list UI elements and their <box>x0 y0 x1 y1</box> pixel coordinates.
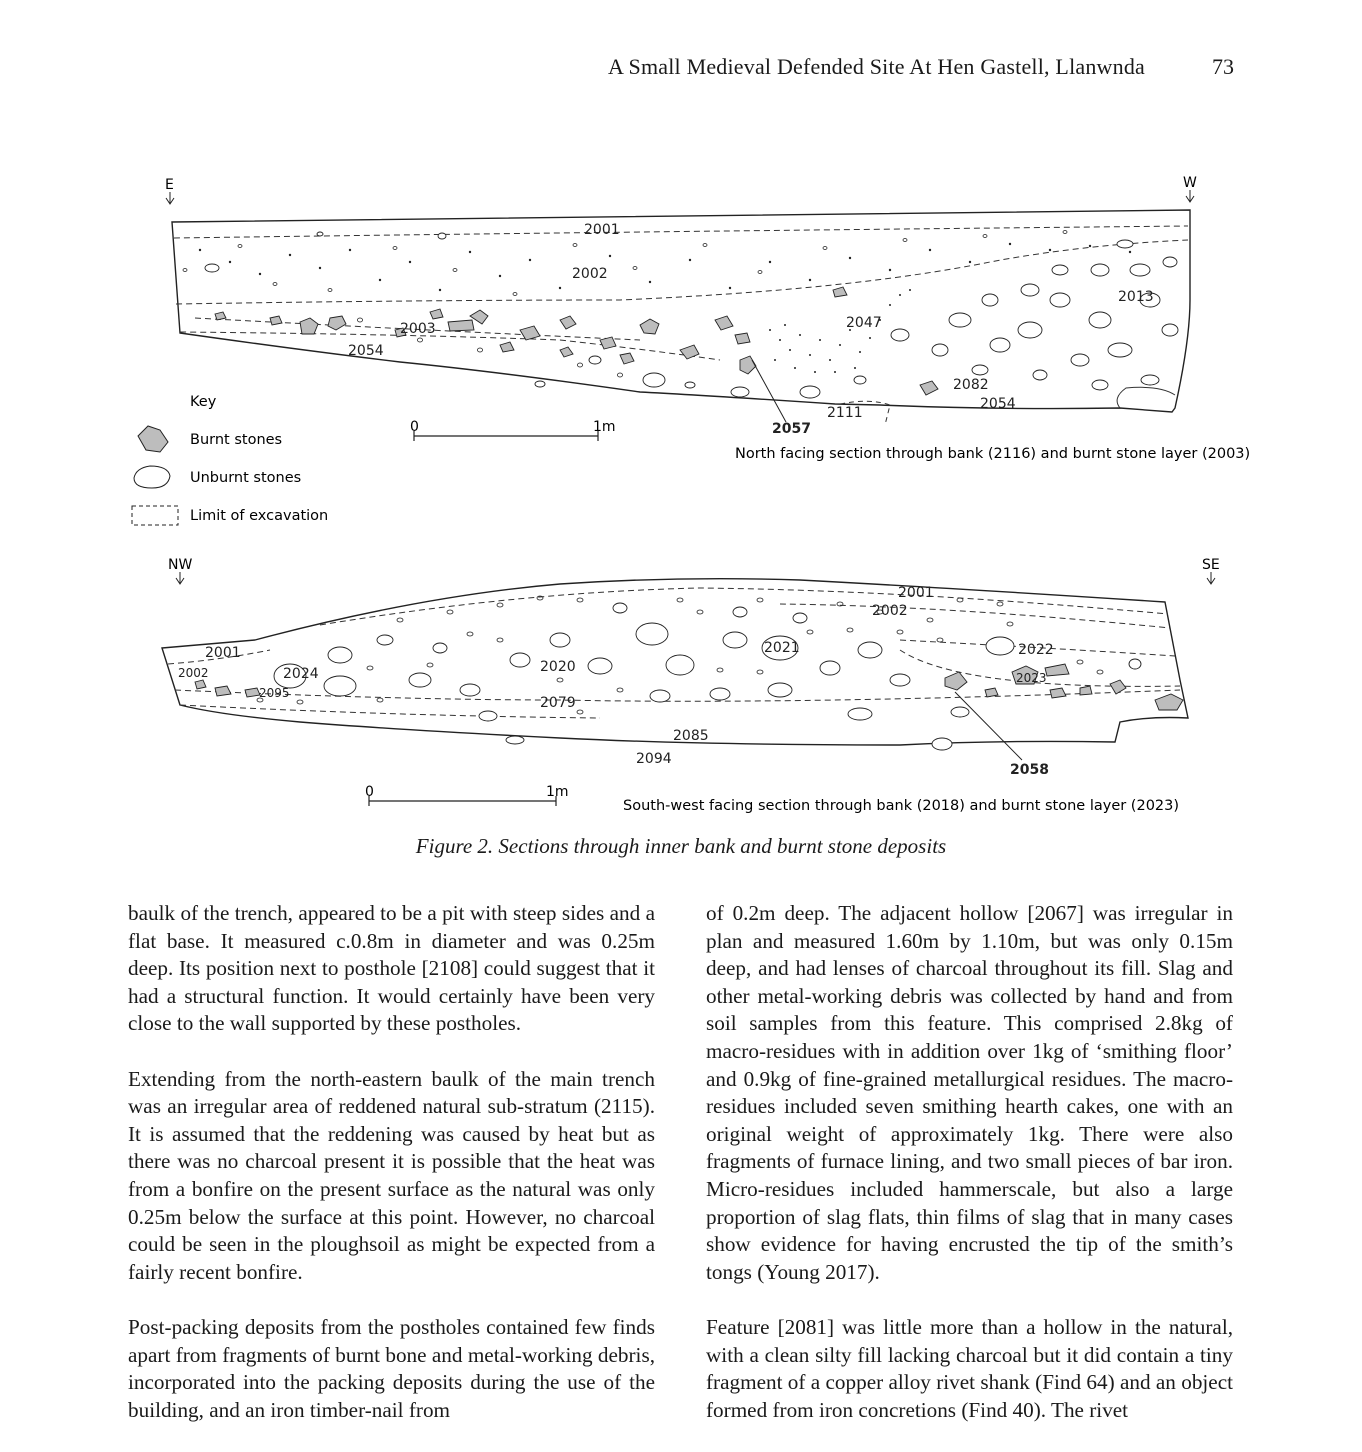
label-2079: 2079 <box>540 695 576 711</box>
section-2-caption: South-west facing section through bank (2018) and burnt stone layer (2023) <box>623 798 1180 814</box>
paragraph: Feature [2081] was little more than a hollow in the natural, with a clean silty fill lacking charcoal but it did contain a tiny fragment of a copper alloy rivet shank (Find 64) and an object formed from iron concretions (Find 40). The rivet <box>706 1314 1233 1422</box>
section-2-left-direction: NW <box>168 557 193 573</box>
label-2082: 2082 <box>953 377 989 393</box>
label-2002: 2002 <box>572 266 608 282</box>
paragraph: of 0.2m deep. The adjacent hollow [2067] was irregular in plan and measured 1.60m by 1.10m, but was only 0.15m deep, and had lenses of charcoal throughout its fill. Slag and other metal-working debris was collected by hand and from soil samples from this feature. This comprised 2.8kg of macro-residues with in addition over 1kg of ‘smithing floor’ and 0.9kg of fine-grained metallurgical residues. The macro-residues included seven smithing hearth cakes, one with an original weight of approximately 1kg. There were also fragments of furnace lining, and two small pieces of bar iron. Micro-residues included hammerscale, but also a large proportion of slag flats, thin films of slag that in many cases show evidence for having encrusted the tip of the smith’s tongs (Young 2017). <box>706 901 1233 1284</box>
label-2057: 2057 <box>772 421 811 437</box>
label-2111: 2111 <box>827 405 863 421</box>
label-2003: 2003 <box>400 321 436 337</box>
scale-start: 0 <box>365 784 374 800</box>
label-2054-east: 2054 <box>980 396 1016 412</box>
key-title: Key <box>190 394 217 410</box>
southeast-arrow-icon <box>1207 572 1215 584</box>
west-arrow-icon <box>1186 190 1194 202</box>
label-2002-east: 2002 <box>872 603 908 619</box>
paragraph: baulk of the trench, appeared to be a pit with steep sides and a flat base. It measured c.0.8m in diameter and was 0.25m deep. Its position next to posthole [2108] could suggest that it had a structural function. It would certainly have been very close to the wall supported by these postholes. <box>128 901 655 1036</box>
label-2013: 2013 <box>1118 289 1154 305</box>
label-2021: 2021 <box>764 640 800 656</box>
label-2054: 2054 <box>348 343 384 359</box>
section-1-layer-line <box>174 226 1188 238</box>
section-1-outline <box>172 210 1190 412</box>
section-2-layer-line <box>175 690 1180 701</box>
figure-caption: Figure 2. Sections through inner bank and burnt stone deposits <box>415 834 947 858</box>
text-column-right <box>706 900 1233 1452</box>
section-2 <box>162 557 1220 814</box>
label-2001-west: 2001 <box>205 645 241 661</box>
section-1-caption: North facing section through bank (2116) and burnt stone layer (2003) <box>735 446 1251 462</box>
section-1-layer-line <box>180 332 720 360</box>
key-unburnt-label: Unburnt stones <box>190 470 302 486</box>
section-1-burnt-stones <box>215 287 938 395</box>
scale-start: 0 <box>410 419 419 435</box>
section-2-right-direction: SE <box>1202 557 1220 573</box>
label-2094: 2094 <box>636 751 672 767</box>
text-column-left <box>128 900 655 1452</box>
section-1-layer-line <box>1117 387 1175 408</box>
limit-of-excavation-icon <box>132 506 178 525</box>
page-number: 73 <box>1212 54 1234 79</box>
northwest-arrow-icon <box>176 572 184 584</box>
section-1-speckle <box>199 243 1131 373</box>
section-drawings <box>0 160 1362 830</box>
scale-end: 1m <box>546 784 569 800</box>
label-2058: 2058 <box>1010 762 1049 778</box>
label-2002-west: 2002 <box>178 666 209 680</box>
label-2023: 2023 <box>1016 671 1047 685</box>
section-1-right-direction: W <box>1183 175 1197 191</box>
key-limit-label: Limit of excavation <box>190 508 329 524</box>
paragraph: Extending from the north-eastern baulk of the main trench was an irregular area of reddened natural sub-stratum (2115). It is assumed that the reddening was caused by heat but as there was no charcoal present it is possible that the heat was from a bonfire on the present surface as the natural was only 0.25m below the surface at this point. However, no charcoal could be seen in the ploughsoil as might be expected from a fairly recent bonfire. <box>128 1066 655 1284</box>
label-2085: 2085 <box>673 728 709 744</box>
section-1-left-direction: E <box>165 177 174 193</box>
label-2024: 2024 <box>283 666 319 682</box>
pointer-2058 <box>955 692 1022 760</box>
scale-end: 1m <box>593 419 616 435</box>
key-burnt-label: Burnt stones <box>190 432 283 448</box>
pointer-2057 <box>752 360 786 422</box>
label-2095: 2095 <box>259 686 290 700</box>
burnt-stone-icon <box>138 426 168 452</box>
figure-key <box>132 394 328 525</box>
section-2-scale-bar <box>365 784 569 806</box>
section-2-labels <box>178 585 1054 778</box>
section-1-scale-bar <box>410 419 616 441</box>
section-2-layer-line <box>780 604 1170 628</box>
paragraph: Post-packing deposits from the postholes contained few finds apart from fragments of burnt bone and metal-working debris, incorporated into the packing deposits during the use of the building, and an iron timber-nail from <box>128 1314 655 1422</box>
section-1-unburnt-stones <box>205 232 1178 398</box>
section-1 <box>165 175 1250 462</box>
east-arrow-icon <box>166 192 174 204</box>
label-2022: 2022 <box>1018 642 1054 658</box>
running-head <box>0 54 1362 86</box>
figure-2 <box>0 160 1362 830</box>
label-2047: 2047 <box>846 315 882 331</box>
unburnt-stone-icon <box>134 466 170 488</box>
label-2001-east: 2001 <box>898 585 934 601</box>
running-title: A Small Medieval Defended Site At Hen Gastell, Llanwnda <box>607 54 1145 79</box>
label-2001: 2001 <box>584 222 620 238</box>
label-2020: 2020 <box>540 659 576 675</box>
